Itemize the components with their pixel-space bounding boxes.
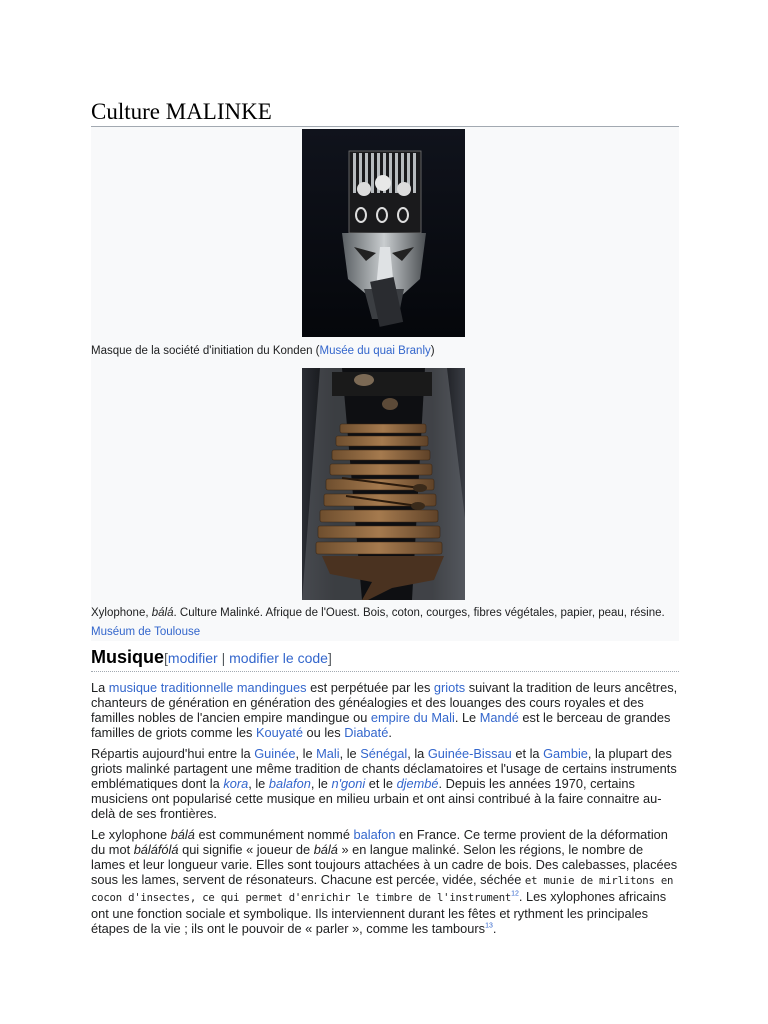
- italic-term: báláfólá: [133, 842, 179, 857]
- link-guinee[interactable]: Guinée: [254, 746, 296, 761]
- paragraph-1: [91, 680, 679, 740]
- text: Le xylophone: [91, 827, 171, 842]
- link-djembe[interactable]: djembé: [396, 776, 439, 791]
- link-balafon[interactable]: balafon: [268, 776, 311, 791]
- link-gambie[interactable]: Gambie: [543, 746, 588, 761]
- caption-mask-end: ): [430, 345, 435, 357]
- paragraph-2: [91, 746, 679, 821]
- paragraph-3: [91, 827, 679, 936]
- text: , le: [248, 776, 269, 791]
- link-kouyate[interactable]: Kouyaté: [256, 725, 303, 740]
- link-senegal[interactable]: Sénégal: [360, 746, 408, 761]
- text: est perpétuée par les: [306, 680, 434, 695]
- caption-mask: [91, 342, 679, 361]
- text: » en langue malinké. Selon les régions, le nombre de lames et leur longueur varie. Elles sont toujours attachées à un cadre de bois. Des calebasses, placées sous les lames, servent de résonateurs. Chacune est percée, vidée, séchée: [91, 842, 678, 887]
- text: est le berceau de grandes familles de griots comme les: [91, 710, 671, 740]
- italic-term: bálá: [313, 842, 338, 857]
- edit-bracket-close: ]: [327, 650, 332, 666]
- text-condensed-run: et munie de mirlitons en cocon d'insectes, ce qui permet d'enrichir le timbre de l'instrument: [91, 875, 674, 904]
- text: suivant la tradition de leurs ancêtres, chanteurs de génération en génération des généalogies et des louanges des cours royales et des familles nobles de l'ancien empire mandingue ou: [91, 680, 678, 725]
- mask-photo: [302, 129, 465, 337]
- link-diabate[interactable]: Diabaté: [344, 725, 389, 740]
- text: .: [492, 921, 497, 936]
- link-mande[interactable]: Mandé: [479, 710, 519, 725]
- link-ngoni[interactable]: n'goni: [331, 776, 366, 791]
- text: en France. Ce terme provient de la déformation du mot: [91, 827, 668, 857]
- text: . Le: [454, 710, 480, 725]
- xylophone-photo: [302, 368, 465, 600]
- text: . Les xylophones africains ont une fonction sociale et symbolique. Ils interviennent durant les fêtes et rythment les principales étapes de la vie ; ils ont le pouvoir de « parler », comme les tambours: [91, 889, 667, 936]
- link-kora[interactable]: kora: [223, 776, 249, 791]
- text: , la: [407, 746, 428, 761]
- caption-xylophone-post: . Culture Malinké. Afrique de l'Ouest. Bois, coton, courges, fibres végétales, papier, peau, résine.: [173, 607, 665, 619]
- text: .: [388, 725, 392, 740]
- caption-xylophone: [91, 604, 679, 642]
- link-balafon-2[interactable]: balafon: [353, 827, 396, 842]
- caption-xylophone-pre: Xylophone,: [91, 607, 152, 619]
- text: , le: [295, 746, 317, 761]
- caption-mask-text: Masque de la société d'initiation du Konden (: [91, 345, 320, 357]
- edit-separator: |: [217, 650, 230, 666]
- text: qui signifie « joueur de: [178, 842, 314, 857]
- edit-code-link[interactable]: modifier le code: [229, 650, 328, 666]
- text: et le: [365, 776, 397, 791]
- link-empire-du-mali[interactable]: empire du Mali: [370, 710, 455, 725]
- text: , la plupart des griots malinké partagent une même tradition de chants déclamatoires et l'usage de certains instruments emblématiques dont la: [91, 746, 677, 791]
- text: est communément nommé: [194, 827, 354, 842]
- text: et la: [511, 746, 544, 761]
- text: Répartis aujourd'hui entre la: [91, 746, 255, 761]
- link-guinee-bissau[interactable]: Guinée-Bissau: [427, 746, 512, 761]
- text: La: [91, 680, 109, 695]
- xylophone-image[interactable]: [302, 368, 465, 600]
- text: , le: [310, 776, 332, 791]
- text: . Depuis les années 1970, certains musiciens ont popularisé cette musique en milieu urbain et ont ainsi contribué à la faire connaitre au-delà de ses frontières.: [91, 776, 662, 821]
- link-museum-toulouse[interactable]: Muséum de Toulouse: [91, 626, 201, 638]
- section-heading-musique: [91, 647, 679, 672]
- edit-bracket-open: [: [164, 650, 168, 666]
- reference-13[interactable]: 13: [485, 922, 493, 930]
- italic-term: bálá: [170, 827, 195, 842]
- link-musee-quai-branly[interactable]: Musée du quai Branly: [319, 345, 431, 357]
- reference-12[interactable]: 12: [511, 890, 519, 898]
- text: , le: [339, 746, 361, 761]
- section-title: Musique: [91, 647, 165, 667]
- text: ou les: [302, 725, 345, 740]
- page-title: Culture MALINKE: [91, 98, 679, 127]
- link-mali[interactable]: Mali: [316, 746, 340, 761]
- caption-xylophone-italic: bálá: [151, 607, 174, 619]
- link-musique-traditionnelle[interactable]: musique traditionnelle mandingues: [108, 680, 307, 695]
- edit-link[interactable]: modifier: [167, 650, 218, 666]
- mask-image[interactable]: [302, 129, 465, 337]
- link-griots[interactable]: griots: [433, 680, 466, 695]
- image-gallery: [91, 127, 679, 641]
